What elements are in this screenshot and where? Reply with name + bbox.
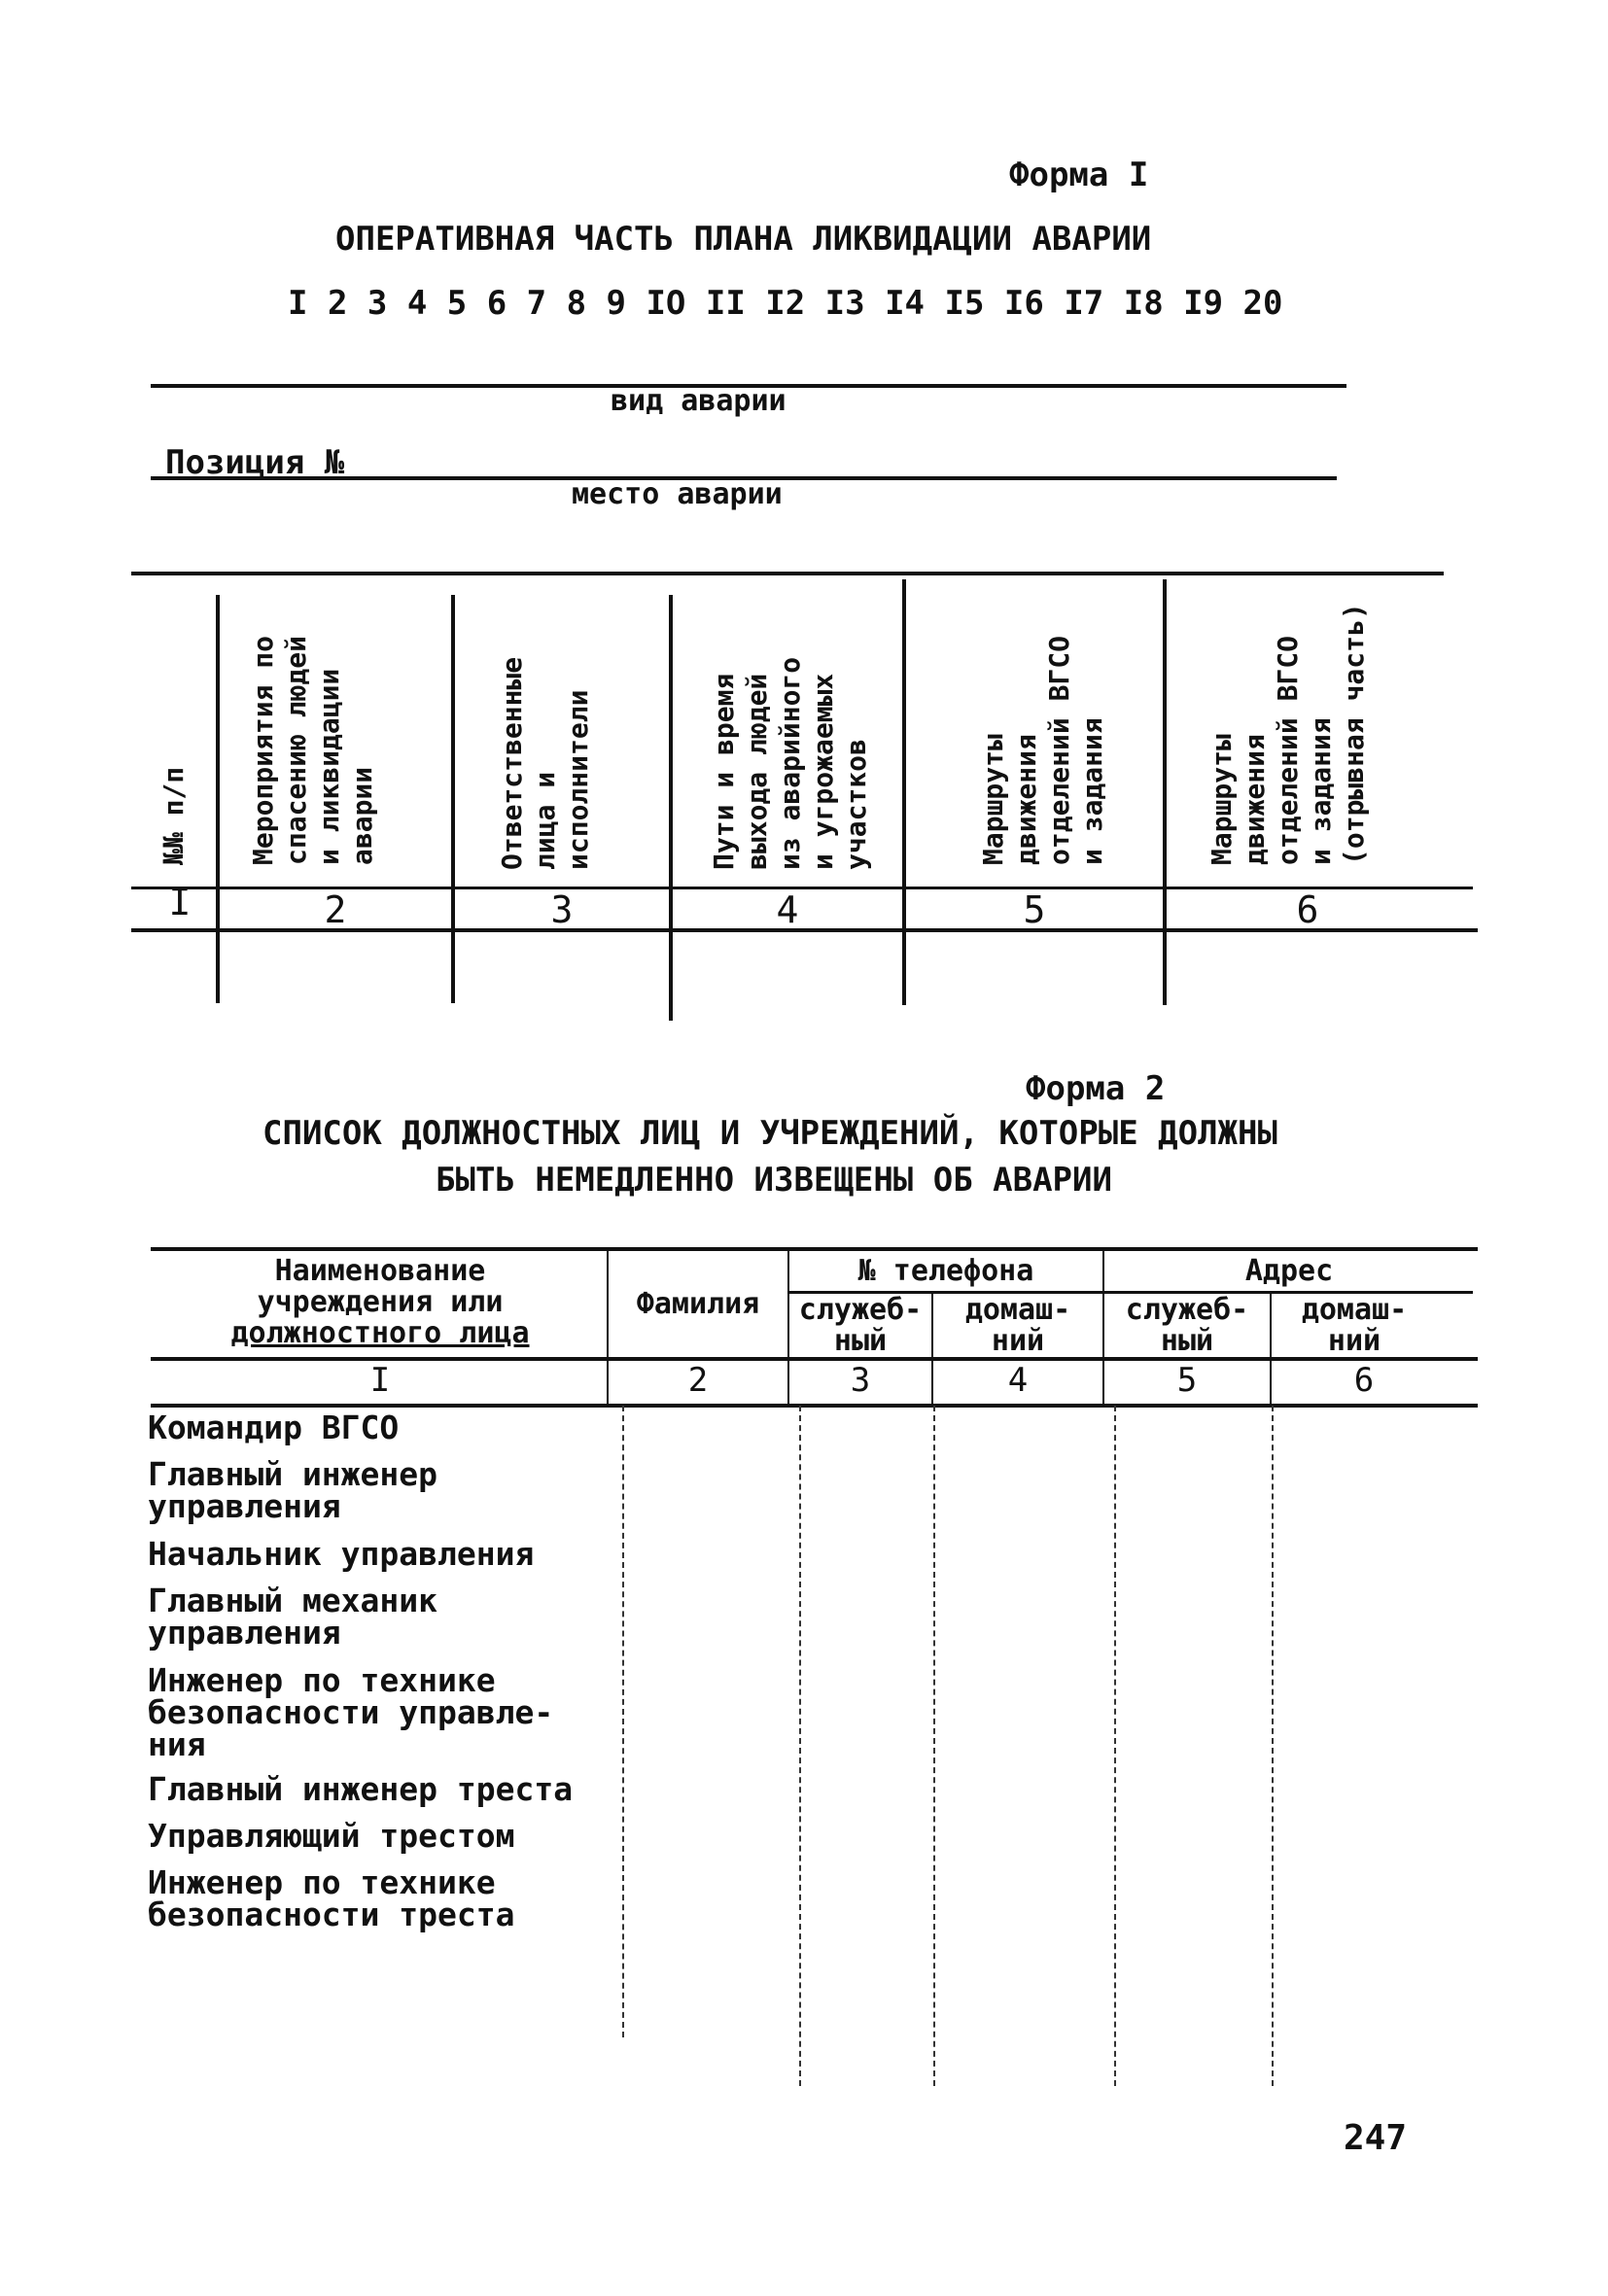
form1-col-header-2: Мероприятия по спасению людей и ликвидации аварии (247, 635, 378, 865)
position-label: Позиция № (165, 443, 345, 482)
table-row: Командир ВГСО (148, 1409, 400, 1446)
header-phone-home: домаш- ний (964, 1293, 1071, 1358)
form1-col-divider (669, 595, 673, 1021)
form1-col-divider (451, 595, 455, 1003)
form2-title-line2: БЫТЬ НЕМЕДЛЕННО ИЗВЕЩЕНЫ ОБ АВАРИИ (436, 1161, 1112, 1200)
form2-col-divider-faint (622, 1406, 624, 2037)
form1-col-divider (902, 579, 906, 1005)
form2-title-line1: СПИСОК ДОЛЖНОСТНЫХ ЛИЦ И УЧРЕЖДЕНИЙ, КОТОРЫЕ ДОЛЖНЫ (262, 1114, 1277, 1153)
form1-col-number-5: 5 (1023, 888, 1046, 931)
table-row: Главный инженер управления (148, 1455, 438, 1525)
form1-col-header-3: Ответственные лица и исполнители (496, 656, 594, 870)
form1-table-top-border (131, 572, 1444, 575)
table-row: Инженер по технике безопасности треста (148, 1863, 515, 1933)
form1-col-divider (216, 595, 220, 1003)
form2-table-top-border (151, 1247, 1478, 1251)
table-row: Начальник управления (148, 1535, 535, 1573)
header-address: Адрес (1244, 1254, 1334, 1288)
form2-col-number-5: 5 (1176, 1361, 1198, 1400)
form2-col-number-3: 3 (850, 1361, 871, 1400)
form1-label: Форма I (1009, 156, 1149, 194)
header-phone: № телефона (857, 1254, 1034, 1288)
form2-col-number-2: 2 (687, 1361, 709, 1400)
form1-col-number-6: 6 (1296, 888, 1319, 931)
form2-label: Форма 2 (1026, 1069, 1166, 1108)
form1-col-number-3: 3 (550, 888, 574, 931)
form2-col-divider-faint (933, 1406, 935, 2086)
form1-col-divider (1163, 579, 1167, 1005)
form2-col-divider-faint (1272, 1406, 1274, 2086)
form1-title: ОПЕРАТИВНАЯ ЧАСТЬ ПЛАНА ЛИКВИДАЦИИ АВАРИИ (335, 220, 1152, 259)
form1-col-header-6: Маршруты движения отделений ВГСО и задания (отрывная часть) (1206, 603, 1370, 865)
page-number: 247 (1344, 2118, 1408, 2158)
header-institution: Наименование учреждения или должностного лица (230, 1254, 530, 1350)
form2-col-divider-faint (1114, 1406, 1116, 2086)
form1-col-header-4: Пути и время выхода людей из аварийного и угрожаемых участков (708, 656, 872, 870)
accident-place-caption: место аварии (572, 477, 783, 511)
header-address-home: домаш- ний (1301, 1293, 1408, 1358)
form2-number-row-border (151, 1404, 1478, 1408)
header-address-work: служеб- ный (1125, 1293, 1249, 1358)
form2-col-divider-faint (799, 1406, 801, 2086)
accident-type-caption: вид аварии (611, 384, 787, 418)
table-row: Инженер по технике безопасности управле- ния (148, 1661, 554, 1763)
form1-col-number-1: I (168, 881, 192, 923)
table-row: Главный механик управления (148, 1582, 438, 1652)
header-phone-work: служеб- ный (798, 1293, 923, 1358)
header-surname: Фамилия (636, 1287, 760, 1321)
form1-col-header-1: №№ п/п (157, 766, 190, 865)
form1-col-header-5: Маршруты движения отделений ВГСО и задания (977, 635, 1108, 865)
form2-col-number-4: 4 (1007, 1361, 1029, 1400)
form1-position-numbers: I 2 3 4 5 6 7 8 9 IO II I2 I3 I4 I5 I6 I7 I8 I9 20 (288, 284, 1283, 323)
form1-col-number-2: 2 (324, 888, 347, 931)
form2-col-number-6: 6 (1353, 1361, 1375, 1400)
form2-col-number-1: I (369, 1361, 391, 1400)
form1-col-number-4: 4 (776, 888, 799, 931)
table-row: Управляющий трестом (148, 1817, 515, 1855)
table-row: Главный инженер треста (148, 1770, 574, 1808)
